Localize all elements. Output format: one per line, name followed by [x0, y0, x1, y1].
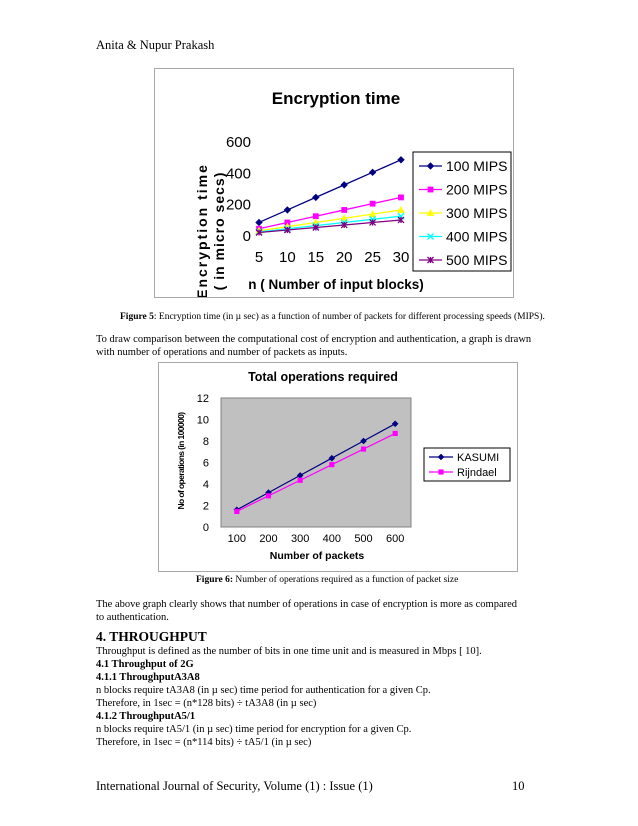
subsection-4-1: 4.1 Throughput of 2G: [96, 659, 194, 670]
x-tick-label: 20: [335, 249, 353, 266]
y-tick-label: 400: [225, 165, 251, 183]
x-tick-label: 5: [254, 249, 264, 266]
y-tick-label: 0: [202, 522, 209, 534]
data-point: [313, 194, 319, 200]
x-tick-label: 15: [307, 249, 325, 266]
data-point: [370, 169, 376, 175]
data-point: [399, 195, 404, 200]
x-tick-label: 100: [227, 533, 247, 545]
legend-label: 400 MIPS: [446, 228, 508, 245]
paragraph-conclusion: The above graph clearly shows that number of operations in case of encryption is more as compared to authentication.: [96, 599, 518, 623]
data-point: [393, 431, 397, 435]
y-tick-label: 200: [225, 196, 251, 214]
data-point: [428, 187, 433, 192]
running-header: Anita & Nupur Prakash: [96, 38, 215, 52]
text-line: Therefore, in 1sec = (n*114 bits) ÷ tA5/1 (in µ sec): [96, 737, 312, 748]
data-point: [256, 219, 262, 225]
y-tick-labels: [197, 393, 209, 534]
legend-label: 500 MIPS: [446, 252, 508, 268]
data-point: [370, 201, 375, 206]
subsection-4-1-2: 4.1.2 ThroughputA5/1: [96, 711, 196, 722]
text-line: Therefore, in 1sec = (n*128 bits) ÷ tA3A8 (in µ sec): [96, 698, 317, 709]
x-tick-labels: [228, 533, 405, 545]
data-point: [313, 214, 318, 219]
legend-label: Rijndael: [457, 467, 497, 479]
x-tick-label: 500: [354, 533, 373, 545]
figure-6-label: Figure 6:: [196, 575, 234, 585]
data-point: [266, 494, 270, 498]
figure-5-chart: [154, 68, 514, 298]
y-axis-label: No of operations (in 100000): [176, 412, 186, 510]
x-tick-labels: [255, 249, 410, 266]
footer-journal: International Journal of Security, Volume (1) : Issue (1): [96, 779, 373, 793]
y-axis-label-line2: ( in micro secs): [211, 171, 227, 291]
y-tick-label: 6: [202, 457, 209, 470]
x-tick-label: 200: [259, 533, 278, 545]
figure-5-label: Figure 5: [120, 312, 154, 322]
data-point: [298, 478, 302, 482]
x-tick-label: 25: [364, 249, 381, 266]
figure-6-chart: [158, 362, 518, 572]
y-tick-labels: [226, 134, 251, 245]
legend-label: 100 MIPS: [446, 158, 508, 174]
y-tick-label: 8: [202, 436, 209, 448]
x-tick-label: 30: [392, 249, 410, 266]
data-point: [398, 157, 404, 163]
paragraph-comparison: To draw comparison between the computational cost of encryption and authentication, a graph is drawn with number of operations and number of packets as inputs.: [96, 334, 532, 358]
y-tick-label: 600: [225, 134, 251, 151]
x-axis-label: n ( Number of input blocks): [248, 277, 424, 292]
total-operations-chart: [159, 363, 517, 571]
data-point: [330, 463, 334, 467]
series-group: [256, 157, 404, 236]
y-tick-label: 10: [196, 414, 209, 427]
y-tick-label: 12: [196, 393, 209, 405]
section-heading: 4. THROUGHPUT: [96, 629, 207, 644]
series-line: [259, 220, 401, 233]
y-tick-label: 0: [242, 228, 251, 245]
legend-label: 300 MIPS: [446, 205, 508, 221]
figure-5-text: : Encryption time (in µ sec) as a function of number of packets for different processing speeds (MIPS).: [153, 312, 545, 322]
x-tick-label: 300: [290, 533, 310, 545]
chart-title: Total operations required: [248, 370, 398, 384]
section-intro: Throughput is defined as the number of bits in one time unit and is measured in Mbps [ 10].: [96, 646, 482, 657]
y-tick-label: 2: [202, 500, 209, 513]
legend-label: 200 MIPS: [446, 181, 508, 198]
data-point: [439, 470, 443, 474]
encryption-time-chart: [155, 69, 513, 297]
x-tick-label: 400: [322, 533, 342, 545]
y-tick-label: 4: [202, 479, 209, 491]
footer-page-number: 10: [512, 779, 525, 793]
y-axis-label-line1: Encryption time: [194, 163, 210, 297]
legend: [413, 152, 511, 271]
figure-6-text: Number of operations required as a function of packet size: [233, 575, 459, 585]
plot-area: [221, 398, 411, 527]
x-tick-label: 600: [385, 533, 405, 545]
text-line: n blocks require tA5/1 (in µ sec) time period for encryption for a given Cp.: [96, 724, 412, 735]
figure-5-caption: [120, 312, 550, 322]
data-point: [284, 207, 290, 213]
x-axis-label: Number of packets: [269, 550, 365, 562]
figure-6-caption: [196, 575, 458, 585]
x-tick-label: 10: [279, 249, 296, 266]
data-point: [342, 208, 347, 213]
subsection-4-1-1: 4.1.1 ThroughputA3A8: [96, 672, 200, 683]
data-point: [361, 447, 365, 451]
chart-title: Encryption time: [271, 89, 401, 108]
text-line: n blocks require tA3A8 (in µ sec) time period for authentication for a given Cp.: [96, 685, 431, 696]
legend-label: KASUMI: [457, 452, 500, 464]
data-point: [341, 182, 347, 188]
legend: [424, 448, 510, 481]
section-body: [96, 645, 546, 749]
data-point: [235, 509, 239, 513]
